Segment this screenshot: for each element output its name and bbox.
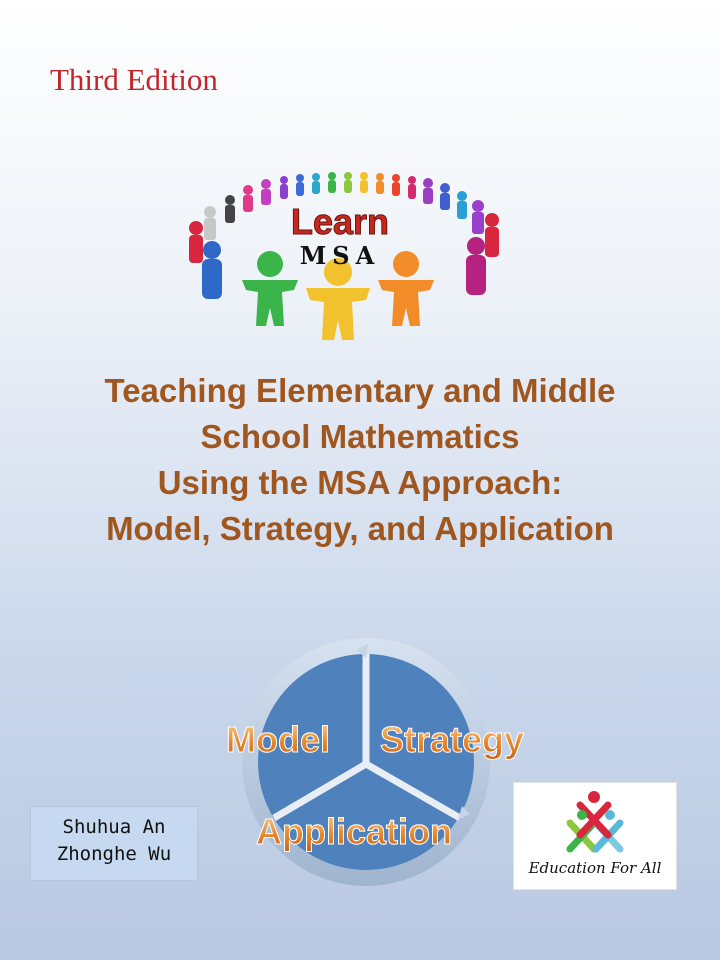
authors-box bbox=[30, 806, 198, 881]
cycle-application-label: Application bbox=[256, 811, 452, 852]
education-for-all-icon bbox=[560, 789, 630, 855]
title-line: School Mathematics bbox=[200, 418, 520, 455]
publisher-logo bbox=[513, 782, 677, 890]
title-line: Teaching Elementary and Middle bbox=[104, 372, 616, 409]
title-line: Using the MSA Approach: bbox=[157, 464, 563, 501]
author-name: Shuhua An bbox=[62, 816, 166, 838]
author-name: Zhonghe Wu bbox=[56, 843, 172, 865]
msa-cycle-diagram bbox=[208, 636, 548, 896]
publisher-name: Education For All bbox=[528, 859, 662, 877]
learn-msa-logo bbox=[170, 168, 540, 348]
cycle-model-label: Model bbox=[226, 719, 330, 760]
title-line: Model, Strategy, and Application bbox=[106, 510, 614, 547]
cycle-strategy-label: Strategy bbox=[379, 719, 525, 760]
edition-label: Third Edition bbox=[50, 62, 218, 97]
logo-word: Learn bbox=[290, 201, 390, 242]
logo-sub: MSA bbox=[299, 241, 381, 270]
book-title bbox=[20, 368, 700, 552]
